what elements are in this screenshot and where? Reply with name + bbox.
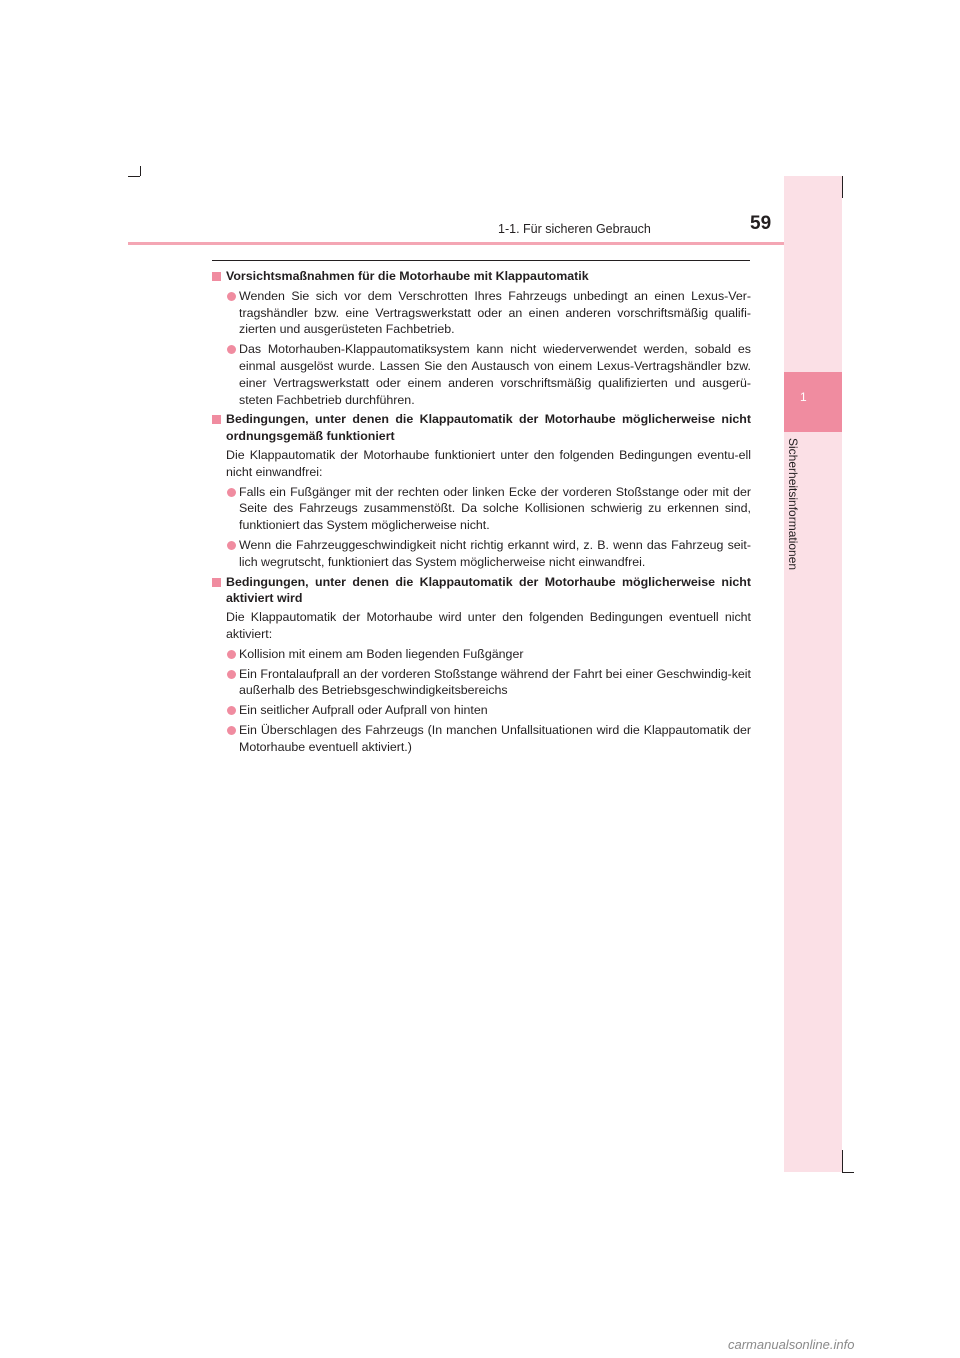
square-bullet-icon (212, 578, 221, 587)
list-item (212, 288, 751, 338)
list-item-text: Ein seitlicher Aufprall oder Aufprall von hinten (239, 703, 488, 718)
circle-bullet-icon (227, 726, 236, 735)
section-malfunction-conditions (212, 411, 751, 570)
crop-mark-bottom-right-horizontal (842, 1172, 854, 1173)
list-item (212, 484, 751, 534)
list-item (212, 537, 751, 571)
chapter-label: Sicherheitsinformationen (786, 438, 800, 571)
chapter-number: 1 (800, 390, 807, 404)
list-item-text: Wenn die Fahrzeuggeschwindigkeit nicht richtig erkannt wird, z. B. wenn das Fahrzeug seit-lich wegrutscht, funktioniert das System möglicherweise nicht einwandfrei. (239, 537, 751, 569)
circle-bullet-icon (227, 292, 236, 301)
list-item (212, 341, 751, 408)
crop-mark-bottom-right (842, 1150, 843, 1172)
bullet-list (212, 646, 751, 756)
section-heading (212, 574, 751, 608)
bullet-list (212, 288, 751, 409)
list-item-text: Ein Frontalaufprall an der vorderen Stoßstange während der Fahrt bei einer Geschwindig-keit außerhalb des Betriebsgeschwindigkeitsbereichs (239, 666, 751, 698)
section-heading (212, 268, 751, 285)
section-heading-text: Bedingungen, unter denen die Klappautomatik der Motorhaube möglicherweise nicht ordnungsgemäß funktioniert (226, 412, 751, 444)
section-heading-text: Vorsichtsmaßnahmen für die Motorhaube mit Klappautomatik (226, 269, 589, 283)
section-intro: Die Klappautomatik der Motorhaube wird unter den folgenden Bedingungen eventuell nicht aktiviert: (226, 610, 751, 641)
list-item-text: Kollision mit einem am Boden liegenden Fußgänger (239, 646, 524, 661)
square-bullet-icon (212, 415, 221, 424)
list-item (212, 646, 751, 663)
list-item (212, 722, 751, 756)
crop-mark-top-left (128, 176, 140, 177)
list-item-text: Ein Überschlagen des Fahrzeugs (In manchen Unfallsituationen wird die Klappautomatik der Motorhaube eventuell aktiviert.) (239, 722, 751, 754)
crop-mark-top-left-vertical (140, 166, 141, 176)
chapter-number-box (784, 372, 842, 432)
chapter-side-tab (784, 176, 842, 1172)
content-separator (212, 260, 750, 261)
section-intro: Die Klappautomatik der Motorhaube funktioniert unter den folgenden Bedingungen eventu-ell nicht einwandfrei: (226, 447, 751, 479)
circle-bullet-icon (227, 488, 236, 497)
running-header-title: 1-1. Für sicheren Gebrauch (498, 222, 651, 236)
bullet-list (212, 484, 751, 571)
page-number: 59 (750, 213, 772, 234)
list-item-text: Das Motorhauben-Klappautomatiksystem kann nicht wiederverwendet werden, sobald es einmal ausgelöst wurde. Lassen Sie den Austausch von einem Lexus-Vertragshändler bzw. einer Vertragswerkstatt oder einem anderen vorschriftsmäßig qualifizierten und ausgerü-steten Fachbetrieb durchführen. (239, 342, 751, 407)
circle-bullet-icon (227, 706, 236, 715)
circle-bullet-icon (227, 670, 236, 679)
header-rule (128, 242, 784, 245)
list-item (212, 666, 751, 700)
section-heading (212, 411, 751, 445)
section-hood-precautions (212, 268, 751, 408)
section-non-activation-conditions (212, 574, 751, 756)
section-heading-text: Bedingungen, unter denen die Klappautomatik der Motorhaube möglicherweise nicht aktiviert wird (226, 574, 751, 606)
list-item-text: Falls ein Fußgänger mit der rechten oder linken Ecke der vorderen Stoßstange oder mit der Seite des Fahrzeugs zusammenstößt. Da solche Kollisionen schwierig zu erkennen sind, funktioniert das System möglicherweise nicht. (239, 484, 751, 533)
crop-mark-top-right-vertical (842, 176, 843, 198)
circle-bullet-icon (227, 650, 236, 659)
circle-bullet-icon (227, 541, 236, 550)
square-bullet-icon (212, 272, 221, 281)
list-item-text: Wenden Sie sich vor dem Verschrotten Ihres Fahrzeugs unbedingt an einen Lexus-Ver-tragshändler bzw. eine Vertragswerkstatt oder an einen anderen vorschriftsmäßig qualifi-zierten und ausgerüsteten Fachbetrieb. (239, 288, 751, 337)
watermark: carmanualsonline.info (728, 1337, 855, 1352)
list-item (212, 702, 751, 719)
circle-bullet-icon (227, 345, 236, 354)
page-content (212, 268, 751, 759)
